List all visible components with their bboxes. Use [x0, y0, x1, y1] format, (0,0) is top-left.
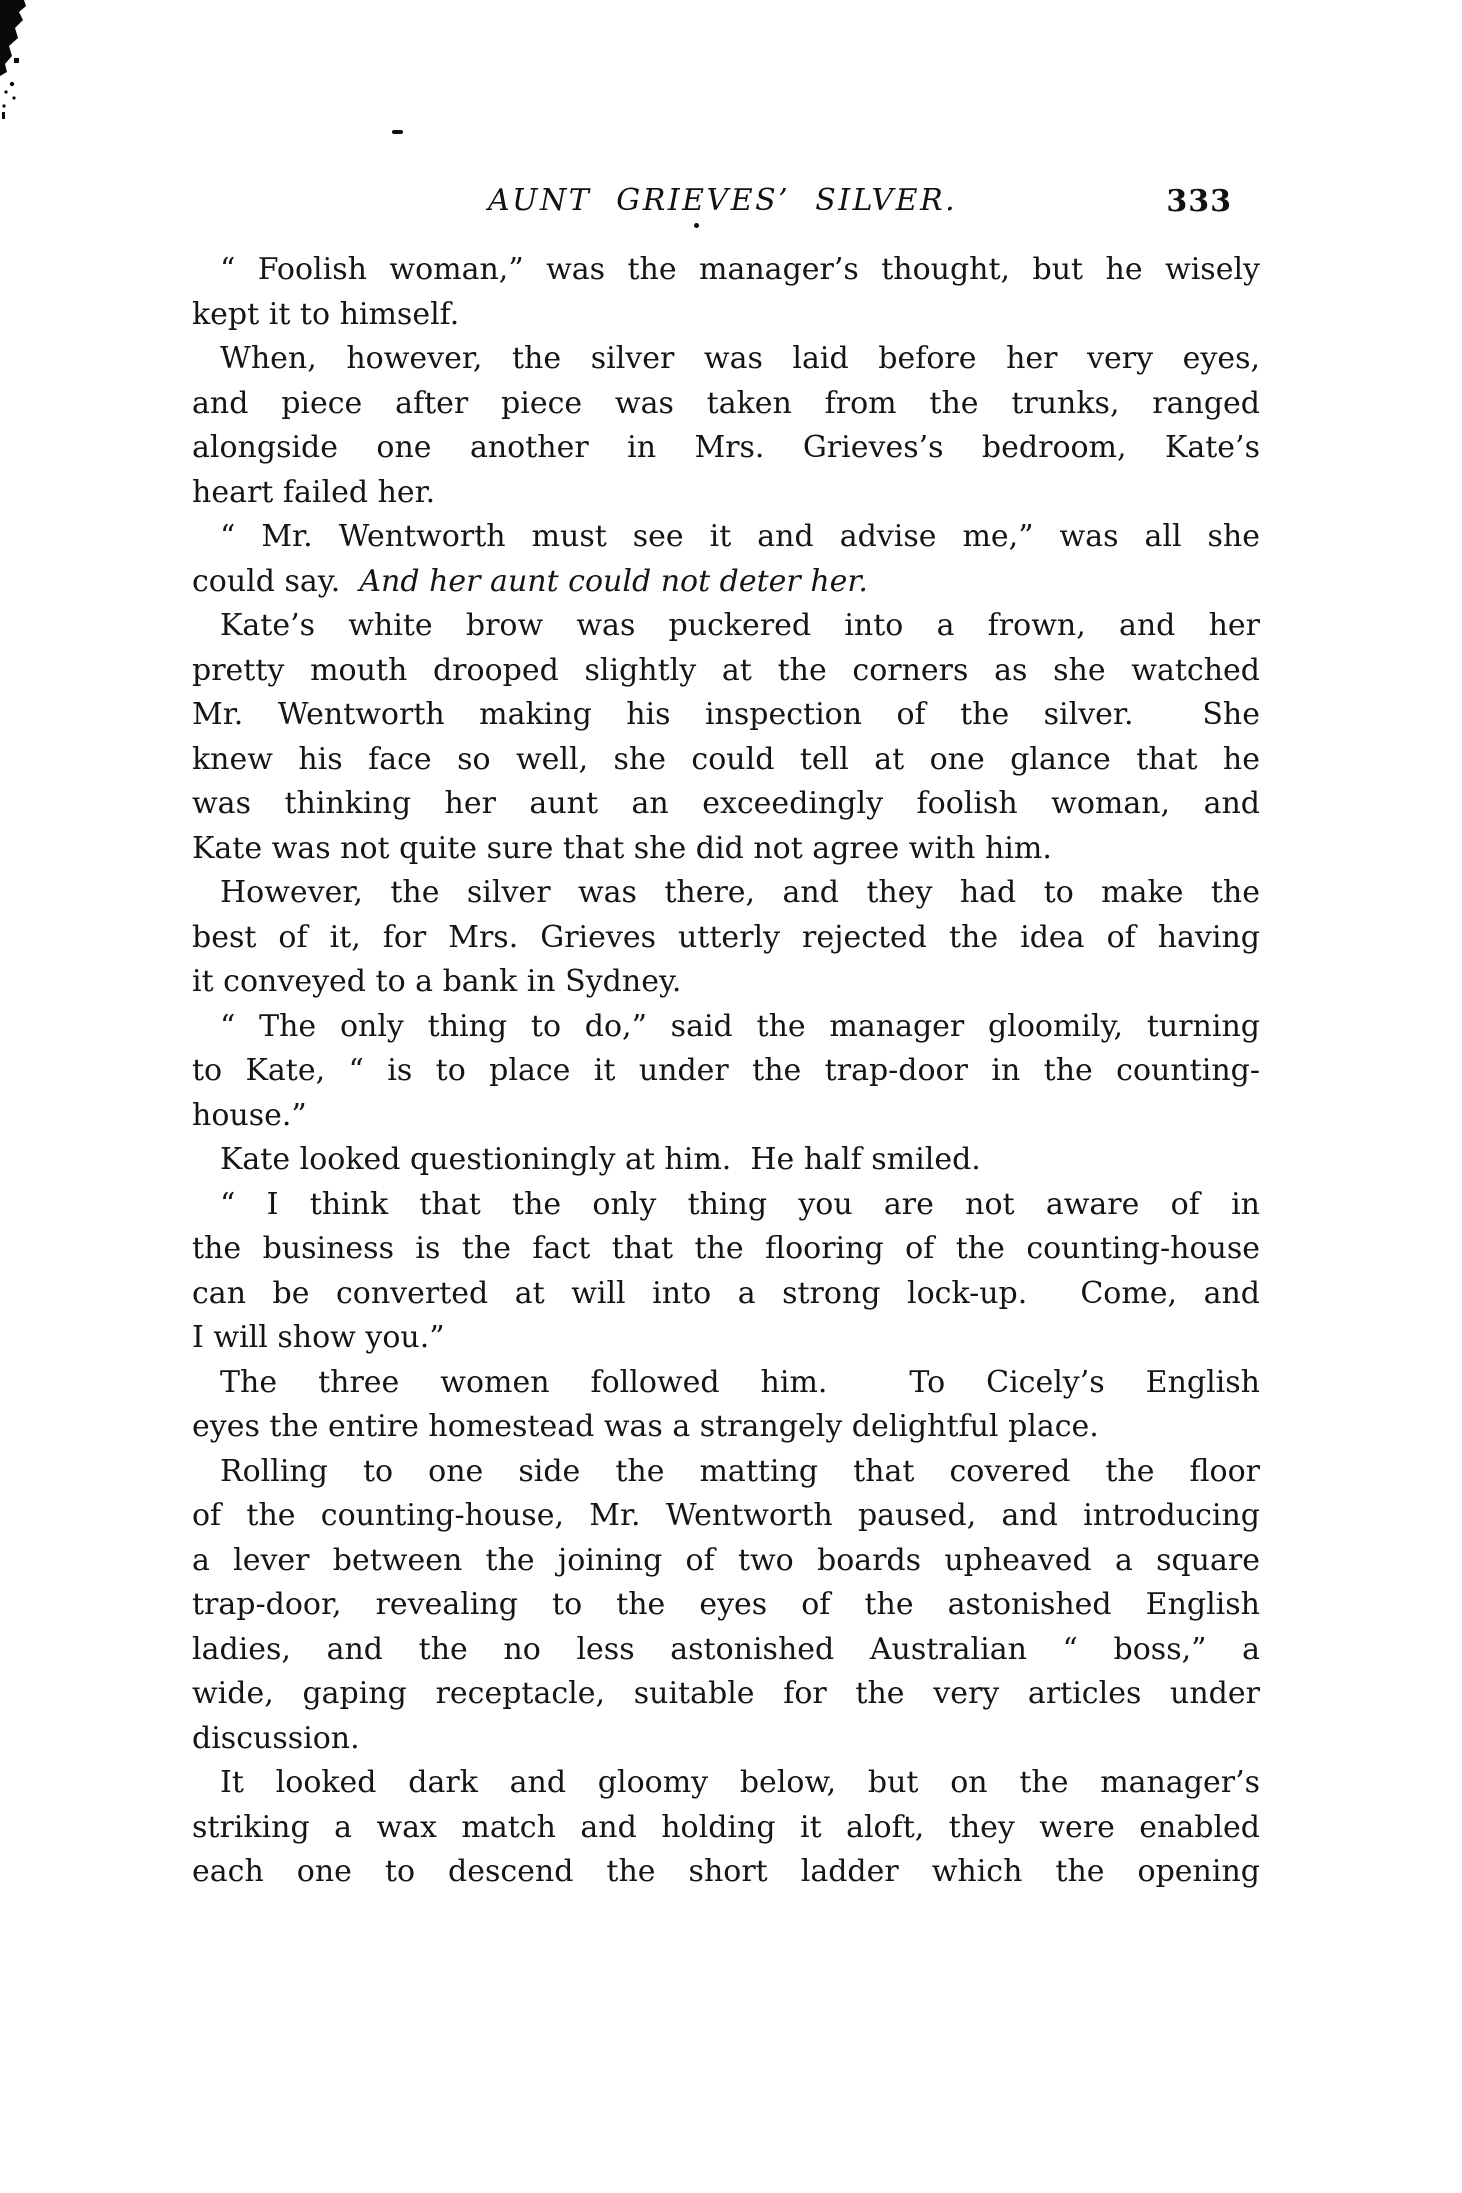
text-line	[192, 1494, 1260, 1539]
text-line	[192, 515, 1260, 560]
paragraph	[192, 1450, 1260, 1762]
text-line	[192, 426, 1260, 471]
text-line	[192, 1094, 1260, 1139]
paragraph	[192, 871, 1260, 1005]
text-run: Mr. Wentworth making his inspection of the silver. She	[192, 697, 1260, 732]
text-line	[192, 871, 1260, 916]
paragraph	[192, 604, 1260, 871]
body-text	[192, 248, 1260, 1895]
text-run: to Kate, “ is to place it under the trap-door in the counting-	[192, 1053, 1260, 1088]
paragraph	[192, 1183, 1260, 1361]
text-line	[192, 1806, 1260, 1851]
page-header	[192, 183, 1260, 225]
text-line	[192, 1761, 1260, 1806]
text-run: I will show you.”	[192, 1320, 445, 1355]
text-line	[192, 1049, 1260, 1094]
running-title: AUNT GRIEVES’ SILVER.	[488, 183, 958, 218]
text-line	[192, 1628, 1260, 1673]
text-run: It looked dark and gloomy below, but on the manager’s	[220, 1765, 1260, 1800]
paragraph	[192, 248, 1260, 337]
paragraph	[192, 1138, 1260, 1183]
text-line	[192, 960, 1260, 1005]
text-line	[192, 1005, 1260, 1050]
paragraph	[192, 1361, 1260, 1450]
text-run: a lever between the joining of two boards upheaved a square	[192, 1542, 1260, 1578]
text-run: trap-door, revealing to the eyes of the astonished English	[192, 1587, 1260, 1622]
paragraph	[192, 1761, 1260, 1895]
text-run: “ The only thing to do,” said the manager gloomily, turning	[220, 1008, 1260, 1044]
text-line	[192, 1316, 1260, 1361]
text-run: alongside one another in Mrs. Grieves’s bedroom, Kate’s	[192, 430, 1260, 465]
text-line	[192, 1539, 1260, 1584]
paragraph	[192, 515, 1260, 604]
text-line	[192, 1183, 1260, 1228]
paragraph	[192, 337, 1260, 515]
text-run: can be converted at will into a strong lock-up. Come, and	[192, 1275, 1260, 1311]
text-run: Kate’s white brow was puckered into a frown, and her	[220, 608, 1260, 643]
text-run: the business is the fact that the flooring of the counting-house	[192, 1231, 1260, 1266]
text-line	[192, 649, 1260, 694]
text-line	[192, 1405, 1260, 1450]
text-line	[192, 1138, 1260, 1183]
page-number: 333	[1166, 184, 1232, 219]
text-run: it conveyed to a bank in Sydney.	[192, 964, 682, 999]
text-run: Kate looked questioningly at him. He half smiled.	[220, 1142, 981, 1177]
text-line	[192, 560, 1260, 605]
text-run: could say.	[192, 563, 360, 599]
text-line	[192, 1272, 1260, 1317]
text-line	[192, 782, 1260, 827]
text-run: best of it, for Mrs. Grieves utterly rejected the idea of having	[192, 919, 1260, 955]
text-run: and piece after piece was taken from the trunks, ranged	[192, 385, 1260, 421]
scan-corner-artifact	[0, 0, 40, 120]
text-run: house.”	[192, 1097, 307, 1133]
text-line	[192, 1227, 1260, 1272]
text-run: The three women followed him. To Cicely’s English	[220, 1364, 1260, 1400]
text-run: of the counting-house, Mr. Wentworth paused, and introducing	[192, 1498, 1260, 1533]
text-run: When, however, the silver was laid before her very eyes,	[220, 341, 1260, 376]
text-run: However, the silver was there, and they had to make the	[220, 875, 1260, 910]
text-run: each one to descend the short ladder which the opening	[192, 1854, 1260, 1889]
text-line	[192, 693, 1260, 738]
scan-dash-artifact	[392, 130, 403, 134]
text-line	[192, 1361, 1260, 1406]
text-line	[192, 471, 1260, 516]
text-line	[192, 738, 1260, 783]
text-run: striking a wax match and holding it aloft, they were enabled	[192, 1809, 1260, 1845]
paragraph	[192, 1005, 1260, 1139]
text-line	[192, 293, 1260, 338]
text-line	[192, 1717, 1260, 1762]
text-run: heart failed her.	[192, 474, 436, 510]
text-line	[192, 827, 1260, 872]
text-run: knew his face so well, she could tell at one glance that he	[192, 741, 1260, 777]
italic-text-run: And her aunt could not deter her.	[359, 563, 868, 599]
text-line	[192, 604, 1260, 649]
text-run: discussion.	[192, 1720, 360, 1756]
text-run: “ I think that the only thing you are not aware of in	[220, 1186, 1260, 1222]
text-run: ladies, and the no less astonished Australian “ boss,” a	[192, 1631, 1260, 1667]
text-run: was thinking her aunt an exceedingly foolish woman, and	[192, 786, 1260, 821]
text-line	[192, 382, 1260, 427]
text-line	[192, 916, 1260, 961]
text-run: wide, gaping receptacle, suitable for the very articles under	[192, 1676, 1260, 1711]
text-run: “ Mr. Wentworth must see it and advise me,” was all she	[220, 519, 1260, 554]
text-run: kept it to himself.	[192, 296, 460, 332]
text-run: pretty mouth drooped slightly at the corners as she watched	[192, 652, 1260, 688]
text-line	[192, 1850, 1260, 1895]
text-run: Rolling to one side the matting that covered the floor	[220, 1453, 1260, 1489]
text-line	[192, 248, 1260, 293]
text-line	[192, 1583, 1260, 1628]
text-run: eyes the entire homestead was a strangely delightful place.	[192, 1409, 1099, 1444]
text-run: Kate was not quite sure that she did not agree with him.	[192, 830, 1052, 866]
text-run: “ Foolish woman,” was the manager’s thought, but he wisely	[220, 252, 1260, 287]
scan-dot-artifact	[694, 223, 699, 228]
text-line	[192, 1450, 1260, 1495]
text-line	[192, 1672, 1260, 1717]
text-line	[192, 337, 1260, 382]
